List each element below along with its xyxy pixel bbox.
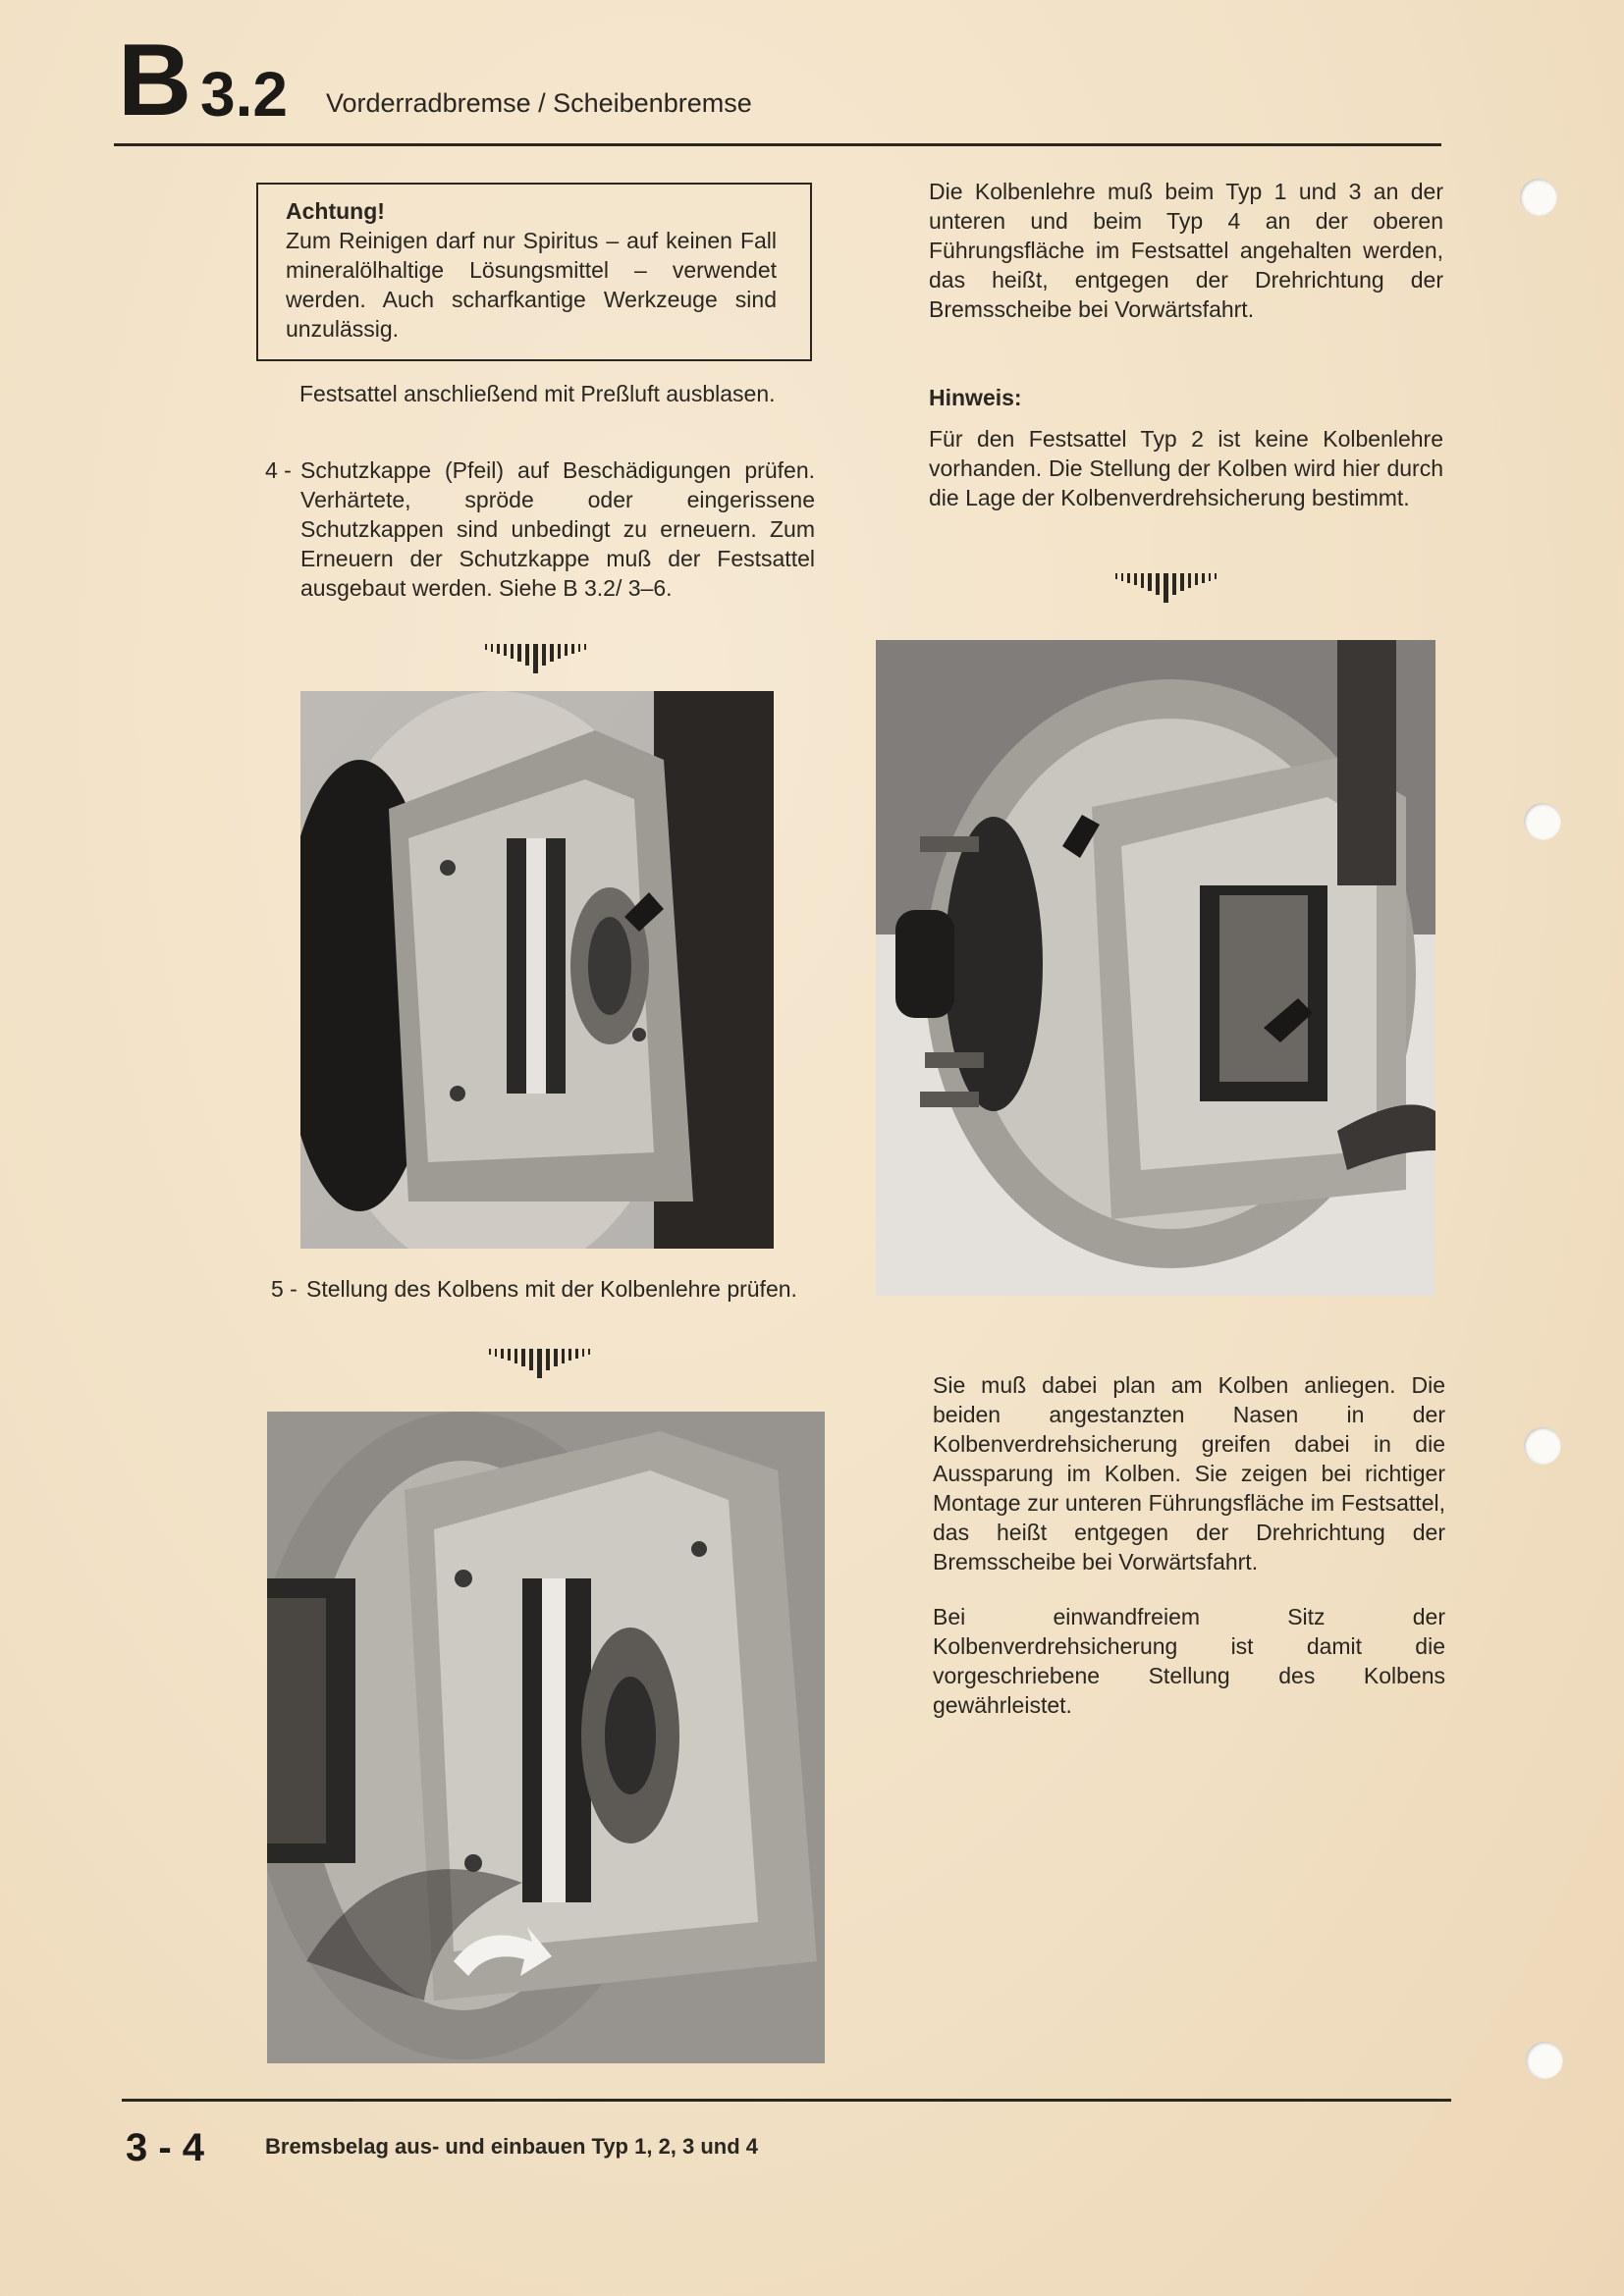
down-arrow-icon <box>1113 571 1221 605</box>
step-4-text: Schutzkappe (Pfeil) auf Beschädigungen prüfen. Verhärtete, spröde oder eingerissene Schutzkappen sind unbedingt zu erneuern. Zum Erneuern der Schutzkappe muß der Festsattel ausgebaut werden. Siehe B 3.2/ 3–6. <box>300 457 815 601</box>
down-arrow-icon <box>487 1347 595 1380</box>
punch-hole <box>1520 179 1557 216</box>
warning-text: Zum Reinigen darf nur Spiritus – auf keinen Fall mineralölhaltige Lösungsmittel – verwendet werden. Auch scharfkantige Werkzeuge sind unzulässig. <box>286 228 777 342</box>
punch-hole <box>1524 803 1561 840</box>
warning-box <box>256 183 812 361</box>
step-5-number: 5 - <box>271 1276 298 1302</box>
section-number: 3.2 <box>200 59 288 130</box>
intro-text: Die Kolbenlehre muß beim Typ 1 und 3 an der unteren und beim Typ 4 an der oberen Führungsfläche im Festsattel angehalten werden, das heißt, entgegen der Drehrichtung der Bremsscheibe bei Vorwärtsfahrt. <box>929 179 1443 322</box>
footer-title: Bremsbelag aus- und einbauen Typ 1, 2, 3 und 4 <box>265 2134 759 2159</box>
continuation-text: Festsattel anschließend mit Preßluft ausblasen. <box>299 381 776 406</box>
section-letter: B <box>118 24 190 137</box>
hinweis-title: Hinweis: <box>929 385 1022 410</box>
page-number: 3 - 4 <box>126 2126 205 2169</box>
step-5 <box>271 1274 821 1304</box>
footer-rule <box>122 2099 1451 2102</box>
step-5-text: Stellung des Kolbens mit der Kolbenlehre prüfen. <box>306 1276 797 1302</box>
header-rule <box>114 143 1441 146</box>
punch-hole <box>1524 1427 1561 1465</box>
down-arrow-icon <box>483 642 591 675</box>
step-4 <box>265 455 815 603</box>
photo-piston-gauge <box>267 1412 825 2063</box>
step-4-number: 4 - <box>265 457 292 483</box>
paragraph-2: Bei einwandfreiem Sitz der Kolbenverdrehsicherung ist damit die vorgeschriebene Stellung des Kolbens gewährleistet. <box>933 1604 1445 1718</box>
paragraph-1: Sie muß dabei plan am Kolben anliegen. Die beiden angestanzten Nasen in der Kolbenverdrehsicherung greifen dabei in die Aussparung im Kolben. Sie zeigen bei richtiger Montage zur unteren Führungsfläche im Festsattel, das heißt entgegen der Drehrichtung der Bremsscheibe bei Vorwärtsfahrt. <box>933 1372 1445 1575</box>
hinweis-text: Für den Festsattel Typ 2 ist keine Kolbenlehre vorhanden. Die Stellung der Kolben wird hier durch die Lage der Kolbenverdrehsicherung bestimmt. <box>929 426 1443 510</box>
punch-hole <box>1526 2042 1563 2079</box>
photo-caliper-protective-cap <box>300 691 774 1249</box>
warning-title: Achtung! <box>286 198 385 224</box>
photo-caliper-type-2 <box>876 640 1435 1296</box>
page-title: Vorderradbremse / Scheibenbremse <box>326 88 752 118</box>
